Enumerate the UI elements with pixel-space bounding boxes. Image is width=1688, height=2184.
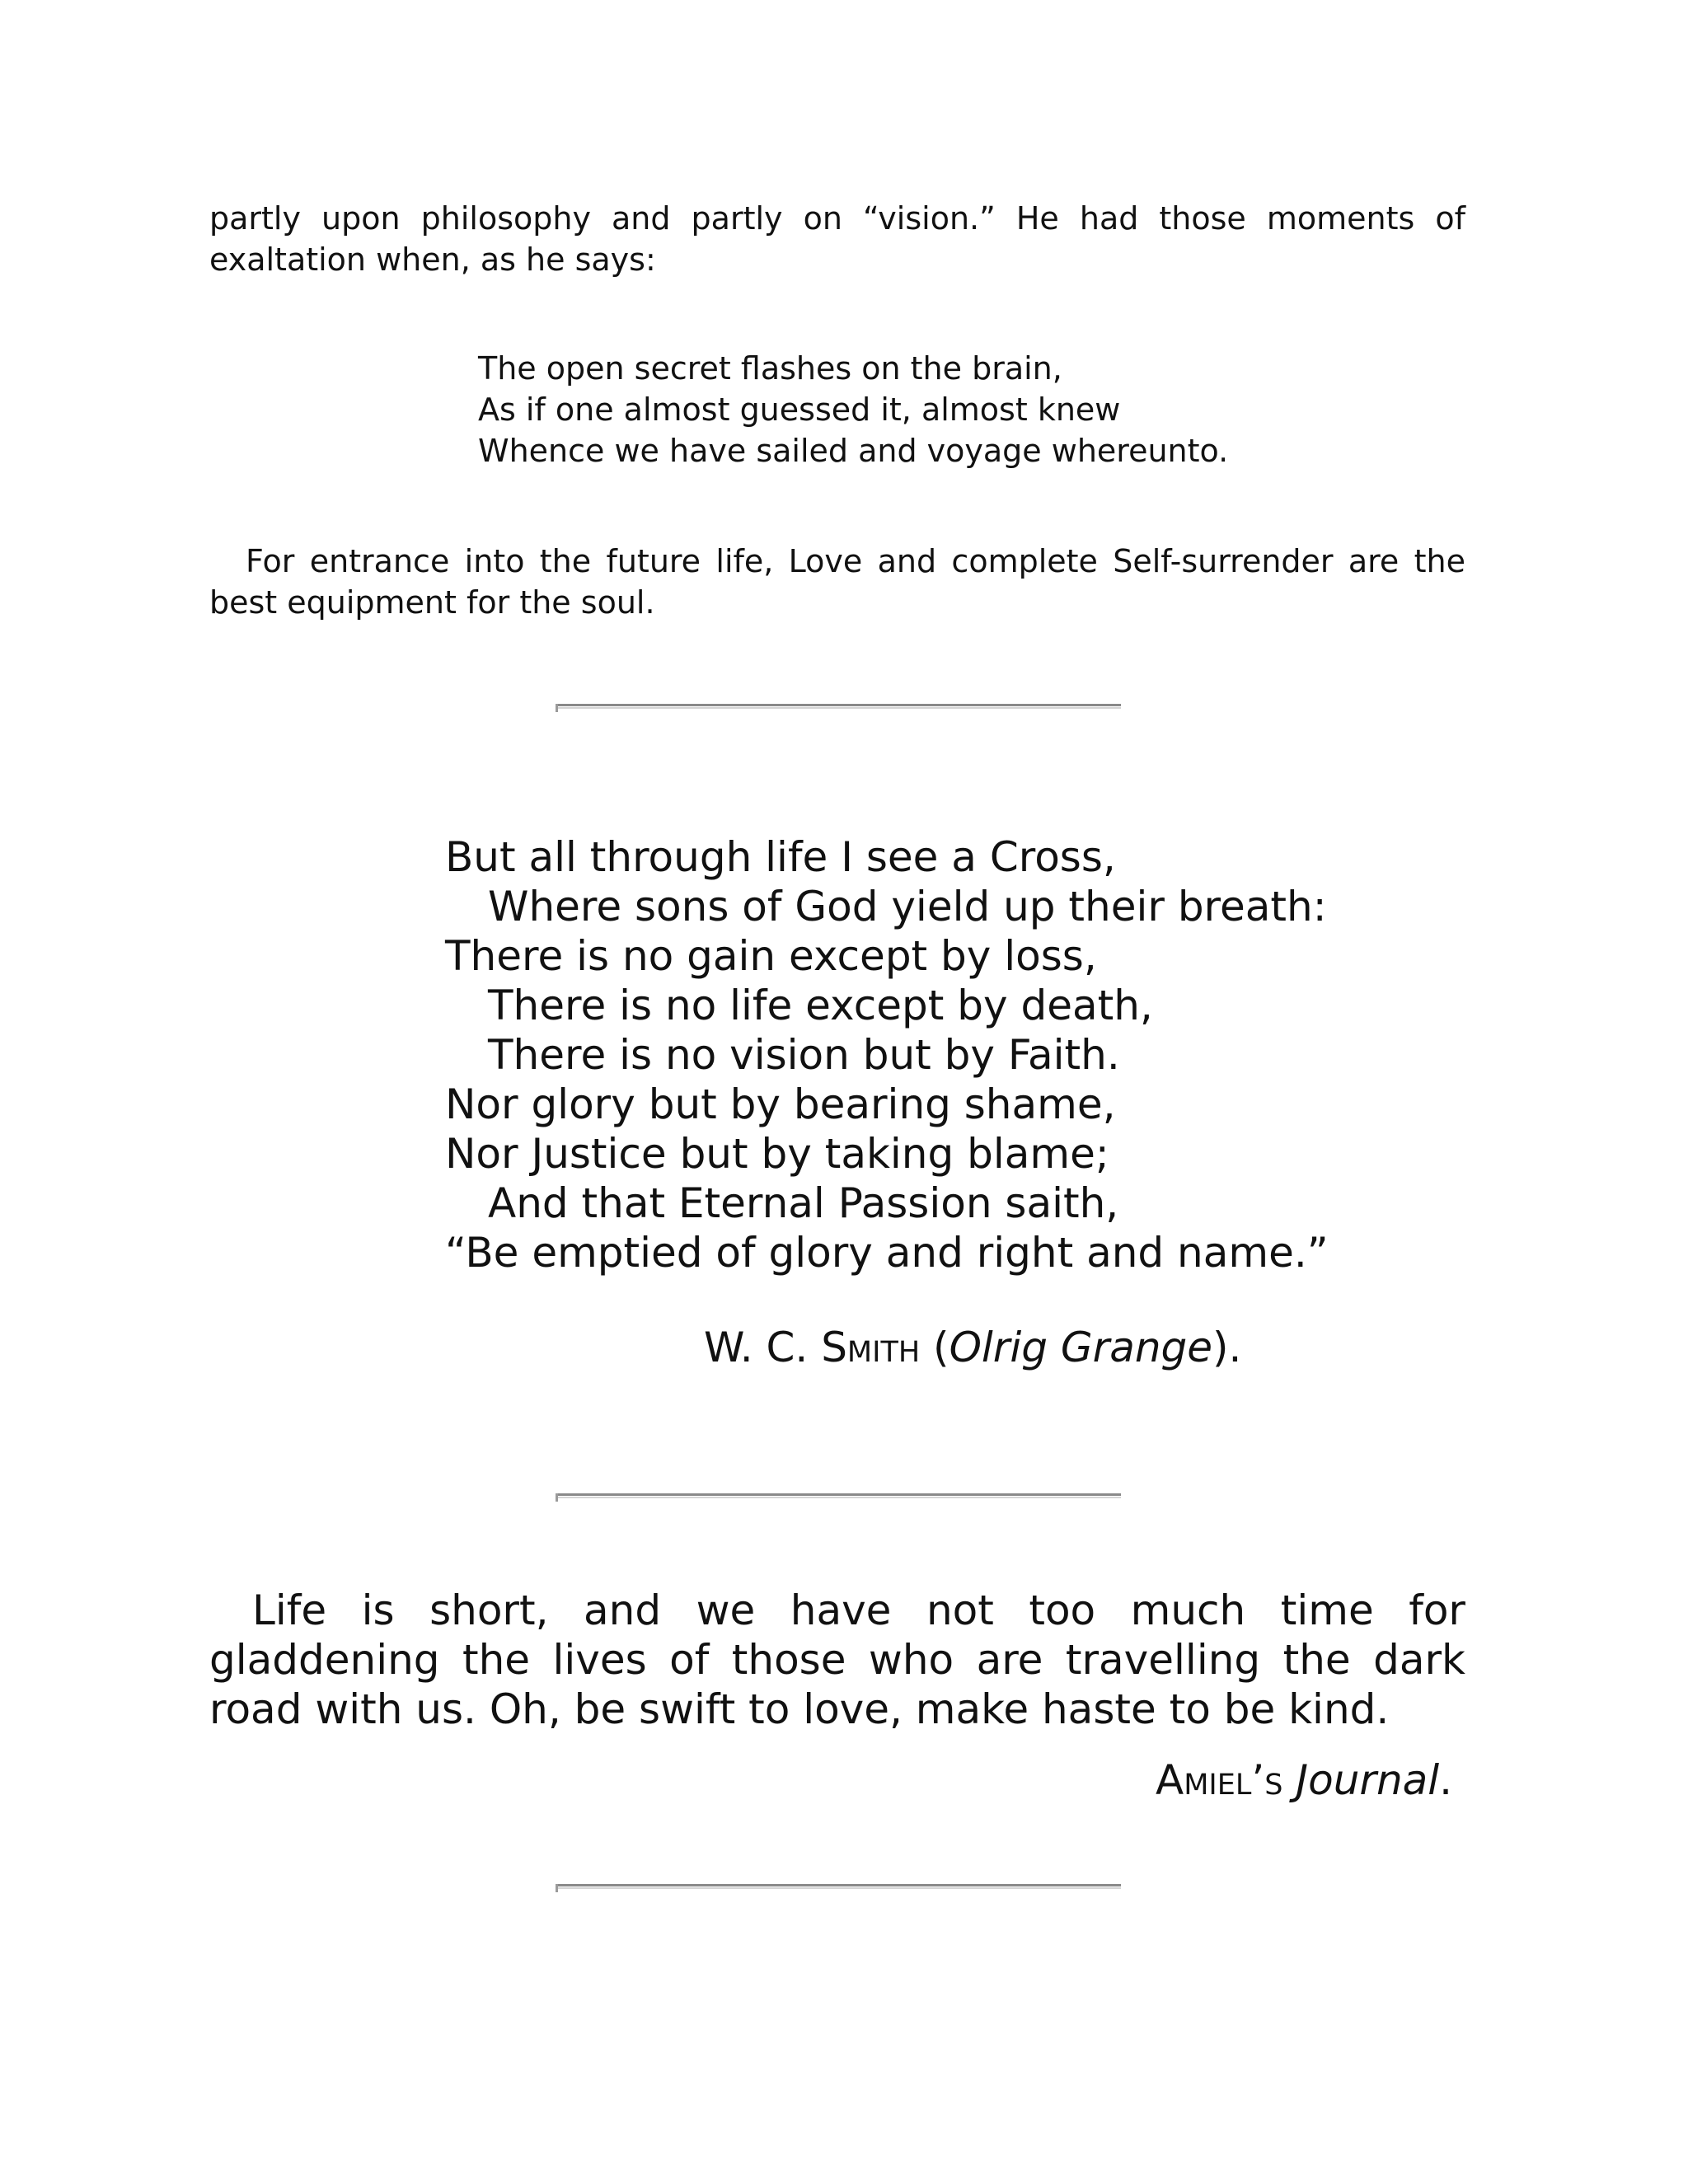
verse-line: The open secret flashes on the brain, [478, 350, 1062, 387]
paragraph-self-surrender [209, 541, 1465, 623]
verse-line: Whence we have sailed and voyage whereunto. [478, 433, 1229, 469]
attribution-smith [704, 1323, 1241, 1372]
punctuation: ( [920, 1324, 950, 1371]
punctuation: . [1439, 1756, 1453, 1804]
verse-line: There is no gain except by loss, [445, 932, 1097, 980]
verse-line: And that Eternal Passion saith, [488, 1179, 1119, 1227]
verse-line: Nor Justice but by taking blame; [445, 1130, 1109, 1178]
attribution-amiel [1156, 1755, 1452, 1805]
verse-line: As if one almost guessed it, almost knew [478, 391, 1121, 428]
work-title: Olrig Grange [949, 1324, 1213, 1371]
work-title: Journal [1296, 1756, 1440, 1804]
verse-cross [445, 832, 1329, 1277]
punctuation: ). [1212, 1324, 1242, 1371]
author-surname: Smith [821, 1324, 921, 1371]
paragraph-life-short [209, 1586, 1465, 1734]
section-divider [556, 704, 1121, 709]
verse-line: But all through life I see a Cross, [445, 833, 1116, 881]
section-divider [556, 1884, 1121, 1889]
author-initials: W. C. [704, 1324, 822, 1371]
verse-line: Where sons of God yield up their breath: [488, 883, 1327, 930]
verse-line: “Be emptied of glory and right and name.” [445, 1229, 1329, 1277]
punctuation [1282, 1756, 1296, 1804]
section-divider [556, 1493, 1121, 1498]
verse-open-secret [478, 348, 1228, 471]
verse-line: There is no life except by death, [488, 982, 1153, 1029]
paragraph-text: Life is short, and we have not too much time for gladdening the lives of those who are travelling the dark road with us. Oh, be swift to love, make haste to be kind. [209, 1586, 1465, 1733]
verse-line: Nor glory but by bearing shame, [445, 1080, 1116, 1128]
verse-line: There is no vision but by Faith. [488, 1031, 1120, 1079]
paragraph-text: For entrance into the future life, Love and complete Self-surrender are the best equipment for the soul. [209, 543, 1465, 621]
paragraph-text: partly upon philosophy and partly on “vision.” He had those moments of exaltation when, as he says: [209, 200, 1465, 278]
author-name: Amiel’s [1156, 1756, 1283, 1804]
paragraph-philosophy [209, 198, 1465, 280]
